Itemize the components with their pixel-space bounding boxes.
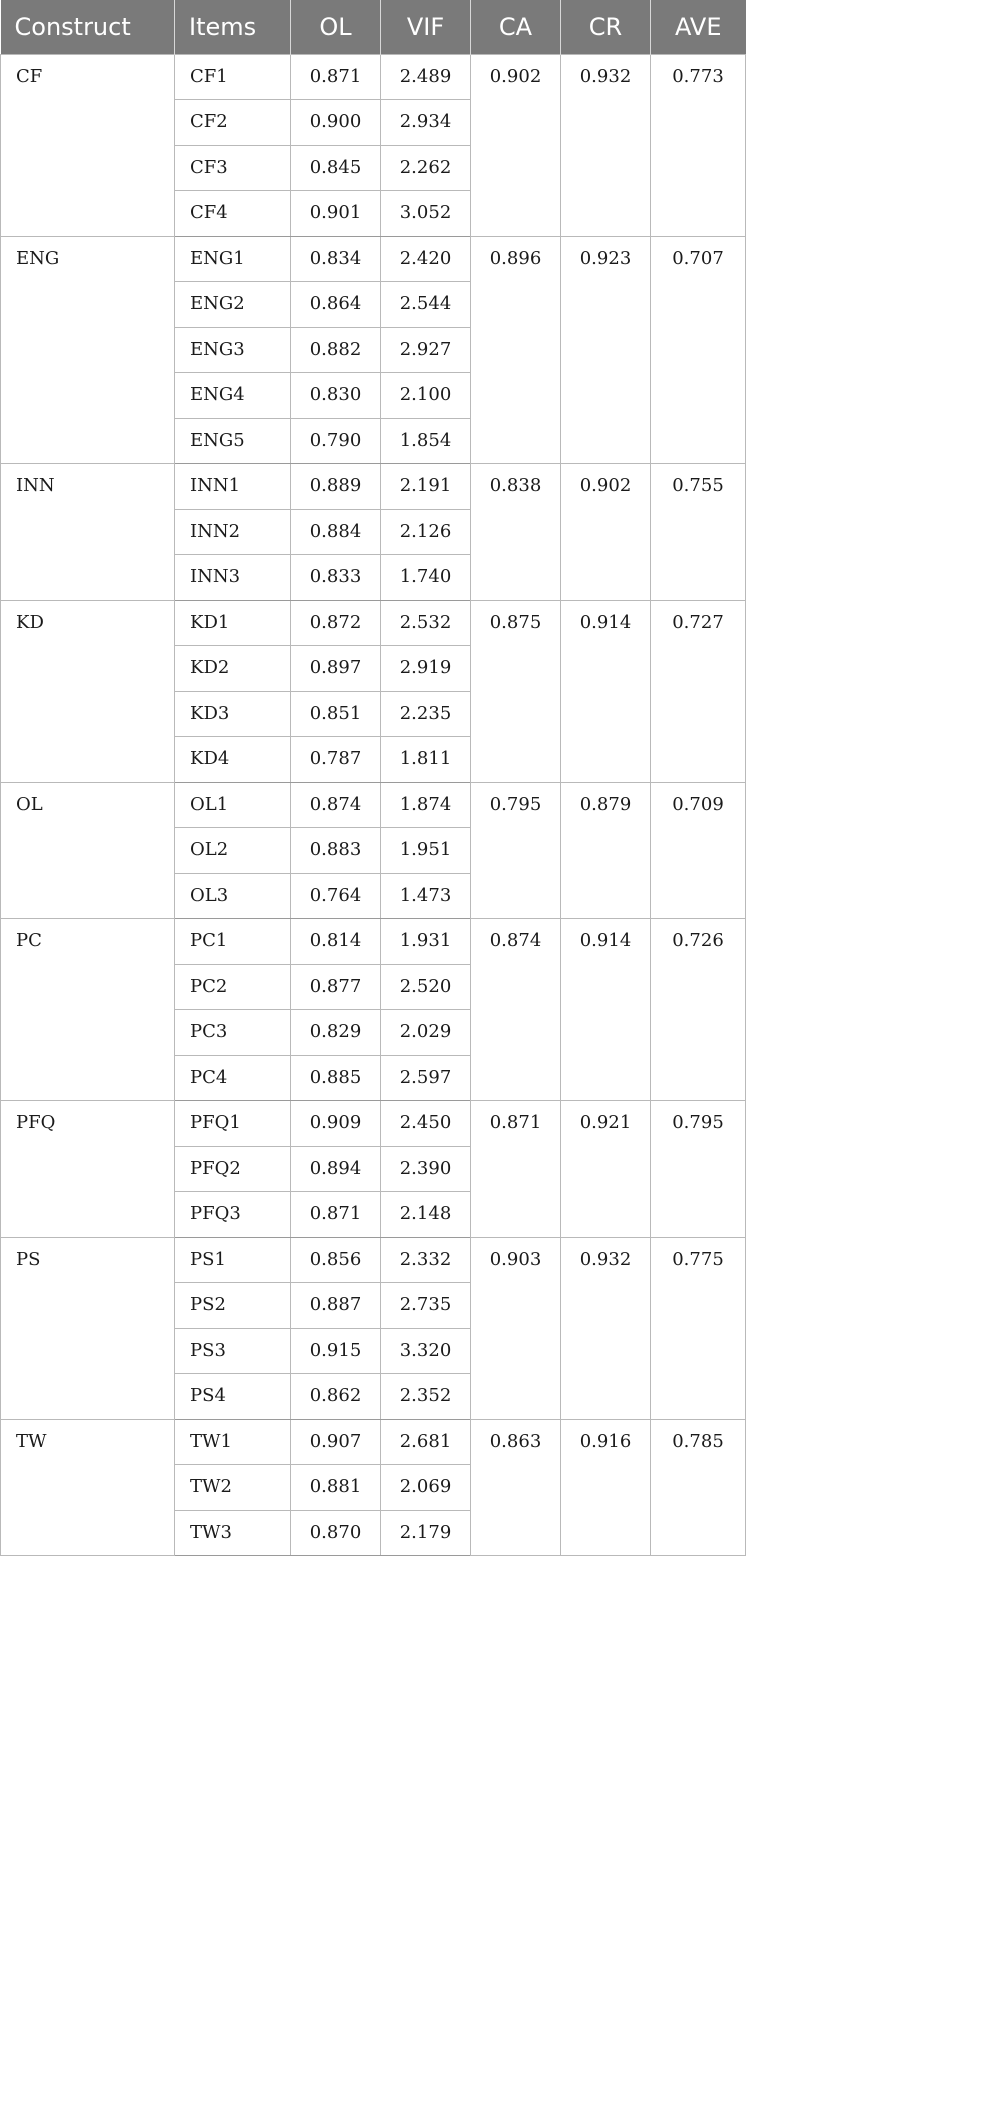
- vif-cell: 2.532: [381, 600, 471, 646]
- item-cell: INN1: [175, 464, 291, 510]
- item-cell: KD1: [175, 600, 291, 646]
- item-cell: INN3: [175, 555, 291, 601]
- item-cell: PFQ3: [175, 1192, 291, 1238]
- vif-cell: 2.029: [381, 1010, 471, 1056]
- header-ca: CA: [471, 0, 561, 54]
- construct-cell: INN: [1, 464, 175, 601]
- cr-cell: 0.879: [561, 782, 651, 919]
- ol-cell: 0.845: [291, 145, 381, 191]
- item-cell: CF3: [175, 145, 291, 191]
- ave-cell: 0.773: [651, 54, 746, 236]
- header-vif: VIF: [381, 0, 471, 54]
- construct-cell: KD: [1, 600, 175, 782]
- table-row: [1, 54, 746, 100]
- vif-cell: 2.126: [381, 509, 471, 555]
- vif-cell: 3.052: [381, 191, 471, 237]
- table-row: [1, 464, 746, 510]
- ca-cell: 0.871: [471, 1101, 561, 1238]
- vif-cell: 1.874: [381, 782, 471, 828]
- item-cell: TW3: [175, 1510, 291, 1556]
- vif-cell: 2.597: [381, 1055, 471, 1101]
- item-cell: CF2: [175, 100, 291, 146]
- ol-cell: 0.871: [291, 1192, 381, 1238]
- ol-cell: 0.790: [291, 418, 381, 464]
- item-cell: KD3: [175, 691, 291, 737]
- table-body: [1, 54, 746, 1556]
- ol-cell: 0.884: [291, 509, 381, 555]
- item-cell: ENG5: [175, 418, 291, 464]
- cr-cell: 0.914: [561, 600, 651, 782]
- vif-cell: 2.179: [381, 1510, 471, 1556]
- vif-cell: 2.520: [381, 964, 471, 1010]
- item-cell: OL2: [175, 828, 291, 874]
- item-cell: PC4: [175, 1055, 291, 1101]
- item-cell: TW2: [175, 1465, 291, 1511]
- ca-cell: 0.795: [471, 782, 561, 919]
- construct-cell: TW: [1, 1419, 175, 1556]
- vif-cell: 2.420: [381, 236, 471, 282]
- item-cell: CF4: [175, 191, 291, 237]
- vif-cell: 2.390: [381, 1146, 471, 1192]
- item-cell: PC1: [175, 919, 291, 965]
- ca-cell: 0.902: [471, 54, 561, 236]
- vif-cell: 2.450: [381, 1101, 471, 1147]
- construct-cell: PS: [1, 1237, 175, 1419]
- table-row: [1, 1237, 746, 1283]
- ol-cell: 0.829: [291, 1010, 381, 1056]
- ol-cell: 0.871: [291, 54, 381, 100]
- table-row: [1, 1101, 746, 1147]
- ave-cell: 0.795: [651, 1101, 746, 1238]
- header-row: [1, 0, 746, 54]
- ave-cell: 0.727: [651, 600, 746, 782]
- ol-cell: 0.889: [291, 464, 381, 510]
- cr-cell: 0.932: [561, 1237, 651, 1419]
- ol-cell: 0.885: [291, 1055, 381, 1101]
- cr-cell: 0.902: [561, 464, 651, 601]
- header-ave: AVE: [651, 0, 746, 54]
- ol-cell: 0.862: [291, 1374, 381, 1420]
- ol-cell: 0.887: [291, 1283, 381, 1329]
- ol-cell: 0.881: [291, 1465, 381, 1511]
- ol-cell: 0.787: [291, 737, 381, 783]
- ca-cell: 0.863: [471, 1419, 561, 1556]
- item-cell: ENG2: [175, 282, 291, 328]
- ol-cell: 0.874: [291, 782, 381, 828]
- vif-cell: 2.544: [381, 282, 471, 328]
- item-cell: PFQ2: [175, 1146, 291, 1192]
- item-cell: ENG1: [175, 236, 291, 282]
- ol-cell: 0.764: [291, 873, 381, 919]
- vif-cell: 3.320: [381, 1328, 471, 1374]
- ol-cell: 0.877: [291, 964, 381, 1010]
- table-header: [1, 0, 746, 54]
- ol-cell: 0.856: [291, 1237, 381, 1283]
- construct-cell: CF: [1, 54, 175, 236]
- cr-cell: 0.916: [561, 1419, 651, 1556]
- item-cell: PC2: [175, 964, 291, 1010]
- ol-cell: 0.907: [291, 1419, 381, 1465]
- ol-cell: 0.830: [291, 373, 381, 419]
- header-items: Items: [175, 0, 291, 54]
- table-row: [1, 600, 746, 646]
- vif-cell: 2.069: [381, 1465, 471, 1511]
- construct-cell: PFQ: [1, 1101, 175, 1238]
- vif-cell: 2.235: [381, 691, 471, 737]
- ave-cell: 0.775: [651, 1237, 746, 1419]
- ol-cell: 0.851: [291, 691, 381, 737]
- ol-cell: 0.901: [291, 191, 381, 237]
- vif-cell: 2.735: [381, 1283, 471, 1329]
- header-ol: OL: [291, 0, 381, 54]
- vif-cell: 2.148: [381, 1192, 471, 1238]
- item-cell: PS1: [175, 1237, 291, 1283]
- vif-cell: 1.740: [381, 555, 471, 601]
- ca-cell: 0.903: [471, 1237, 561, 1419]
- vif-cell: 2.919: [381, 646, 471, 692]
- item-cell: PS4: [175, 1374, 291, 1420]
- ol-cell: 0.915: [291, 1328, 381, 1374]
- item-cell: ENG3: [175, 327, 291, 373]
- vif-cell: 1.951: [381, 828, 471, 874]
- ol-cell: 0.872: [291, 600, 381, 646]
- ca-cell: 0.838: [471, 464, 561, 601]
- item-cell: OL1: [175, 782, 291, 828]
- table-row: [1, 236, 746, 282]
- vif-cell: 2.681: [381, 1419, 471, 1465]
- item-cell: KD4: [175, 737, 291, 783]
- vif-cell: 2.352: [381, 1374, 471, 1420]
- ol-cell: 0.882: [291, 327, 381, 373]
- vif-cell: 1.473: [381, 873, 471, 919]
- ol-cell: 0.909: [291, 1101, 381, 1147]
- item-cell: OL3: [175, 873, 291, 919]
- ol-cell: 0.900: [291, 100, 381, 146]
- ol-cell: 0.883: [291, 828, 381, 874]
- item-cell: INN2: [175, 509, 291, 555]
- cr-cell: 0.923: [561, 236, 651, 464]
- vif-cell: 1.931: [381, 919, 471, 965]
- ol-cell: 0.870: [291, 1510, 381, 1556]
- ol-cell: 0.833: [291, 555, 381, 601]
- ave-cell: 0.709: [651, 782, 746, 919]
- item-cell: KD2: [175, 646, 291, 692]
- item-cell: CF1: [175, 54, 291, 100]
- header-cr: CR: [561, 0, 651, 54]
- ol-cell: 0.864: [291, 282, 381, 328]
- vif-cell: 2.262: [381, 145, 471, 191]
- cr-cell: 0.914: [561, 919, 651, 1101]
- header-construct: Construct: [1, 0, 175, 54]
- vif-cell: 2.927: [381, 327, 471, 373]
- table-row: [1, 919, 746, 965]
- vif-cell: 1.854: [381, 418, 471, 464]
- ol-cell: 0.814: [291, 919, 381, 965]
- item-cell: TW1: [175, 1419, 291, 1465]
- item-cell: ENG4: [175, 373, 291, 419]
- ca-cell: 0.874: [471, 919, 561, 1101]
- table-row: [1, 782, 746, 828]
- construct-cell: OL: [1, 782, 175, 919]
- ol-cell: 0.834: [291, 236, 381, 282]
- vif-cell: 2.934: [381, 100, 471, 146]
- vif-cell: 2.100: [381, 373, 471, 419]
- table-row: [1, 1419, 746, 1465]
- ave-cell: 0.785: [651, 1419, 746, 1556]
- ol-cell: 0.894: [291, 1146, 381, 1192]
- ca-cell: 0.875: [471, 600, 561, 782]
- ave-cell: 0.726: [651, 919, 746, 1101]
- item-cell: PS2: [175, 1283, 291, 1329]
- item-cell: PS3: [175, 1328, 291, 1374]
- construct-cell: ENG: [1, 236, 175, 464]
- vif-cell: 2.332: [381, 1237, 471, 1283]
- ave-cell: 0.755: [651, 464, 746, 601]
- ol-cell: 0.897: [291, 646, 381, 692]
- cr-cell: 0.921: [561, 1101, 651, 1238]
- cr-cell: 0.932: [561, 54, 651, 236]
- construct-cell: PC: [1, 919, 175, 1101]
- item-cell: PC3: [175, 1010, 291, 1056]
- ca-cell: 0.896: [471, 236, 561, 464]
- item-cell: PFQ1: [175, 1101, 291, 1147]
- vif-cell: 2.489: [381, 54, 471, 100]
- ave-cell: 0.707: [651, 236, 746, 464]
- vif-cell: 1.811: [381, 737, 471, 783]
- vif-cell: 2.191: [381, 464, 471, 510]
